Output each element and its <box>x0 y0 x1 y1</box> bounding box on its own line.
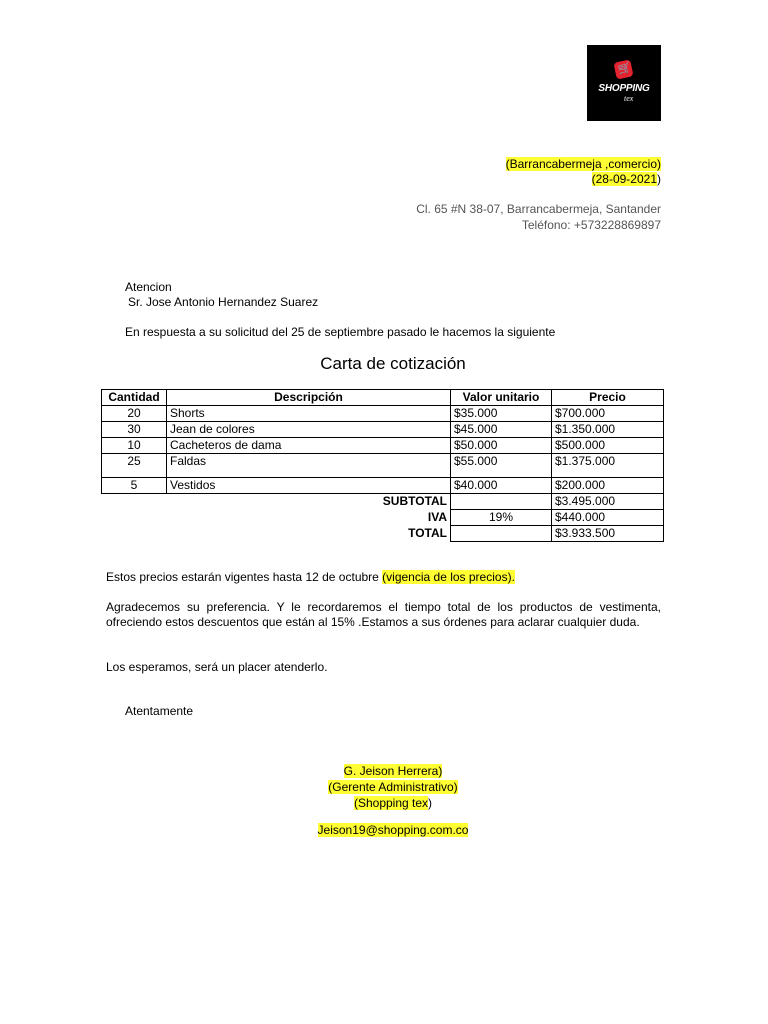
cell-unit: $50.000 <box>451 438 552 454</box>
signature-company: (Shopping tex) <box>353 796 433 810</box>
subtotal-unit-cell <box>451 494 552 510</box>
cell-price: $1.350.000 <box>552 422 664 438</box>
table-row <box>102 478 664 494</box>
total-row <box>102 526 664 542</box>
company-logo <box>587 45 661 121</box>
cell-desc: Jean de colores <box>167 422 451 438</box>
subtotal-value: $3.495.000 <box>552 494 664 510</box>
closing-line: Los esperamos, será un placer atenderlo. <box>106 660 328 674</box>
signature-role: (Gerente Administrativo) <box>328 780 458 794</box>
cell-qty: 10 <box>102 438 167 454</box>
subtotal-label: SUBTOTAL <box>382 494 447 508</box>
logo-sub: tex <box>624 94 634 103</box>
table-row <box>102 422 664 438</box>
cell-price: $200.000 <box>552 478 664 494</box>
attention-label: Atencion <box>125 280 172 294</box>
thanks-paragraph: Agradecemos su preferencia. Y le recordaremos el tiempo total de los productos de vestimenta, ofreciendo estos descuentos que están al 15% .Estamos a sus órdenes para aclarar cualquier duda. <box>106 600 661 629</box>
col-header-unit: Valor unitario <box>451 390 552 406</box>
recipient-name: Sr. Jose Antonio Hernandez Suarez <box>128 295 319 309</box>
iva-row <box>102 510 664 526</box>
total-label: TOTAL <box>408 525 447 540</box>
cell-desc: Cacheteros de dama <box>167 438 451 454</box>
cell-unit: $55.000 <box>451 454 552 478</box>
header-address: Cl. 65 #N 38-07, Barrancabermeja, Santander <box>416 202 661 216</box>
cell-unit: $35.000 <box>451 406 552 422</box>
quote-table <box>101 389 664 542</box>
cell-desc: Faldas <box>167 454 451 478</box>
logo-brand: SHOPPING <box>598 83 650 94</box>
header-location: (Barrancabermeja ,comercio) <box>505 157 661 171</box>
col-header-qty: Cantidad <box>102 390 167 406</box>
regards-line: Atentamente <box>125 704 194 718</box>
cell-qty: 25 <box>102 454 167 478</box>
cell-qty: 5 <box>102 478 167 494</box>
shopping-cart-icon: 🛒 <box>613 59 633 79</box>
cell-price: $700.000 <box>552 406 664 422</box>
header-phone: Teléfono: +573228869897 <box>521 218 661 232</box>
validity-note: (vigencia de los precios). <box>382 570 515 584</box>
cell-qty: 30 <box>102 422 167 438</box>
signature-name: G. Jeison Herrera) <box>343 764 443 778</box>
table-row <box>102 438 664 454</box>
intro-text: En respuesta a su solicitud del 25 de septiembre pasado le hacemos la siguiente <box>125 325 556 339</box>
iva-value: $440.000 <box>552 510 664 526</box>
total-unit-cell <box>451 526 552 542</box>
col-header-price: Precio <box>552 390 664 406</box>
document-title: Carta de cotización <box>320 354 466 373</box>
iva-rate: 19% <box>451 510 552 526</box>
cell-unit: $40.000 <box>451 478 552 494</box>
cell-desc: Shorts <box>167 406 451 422</box>
col-header-desc: Descripción <box>167 390 451 406</box>
signature-email[interactable]: Jeison19@shopping.com.co <box>317 823 469 837</box>
validity-line: Estos precios estarán vigentes hasta 12 de octubre (vigencia de los precios). <box>106 570 515 584</box>
cell-desc: Vestidos <box>167 478 451 494</box>
table-header-row <box>102 390 664 406</box>
header-date: (28-09-2021) <box>591 172 661 186</box>
cell-unit: $45.000 <box>451 422 552 438</box>
subtotal-row <box>102 494 664 510</box>
iva-label: IVA <box>427 509 447 524</box>
cell-price: $500.000 <box>552 438 664 454</box>
table-row <box>102 454 664 478</box>
cell-qty: 20 <box>102 406 167 422</box>
table-row <box>102 406 664 422</box>
cell-price: $1.375.000 <box>552 454 664 478</box>
total-value: $3.933.500 <box>552 526 664 542</box>
